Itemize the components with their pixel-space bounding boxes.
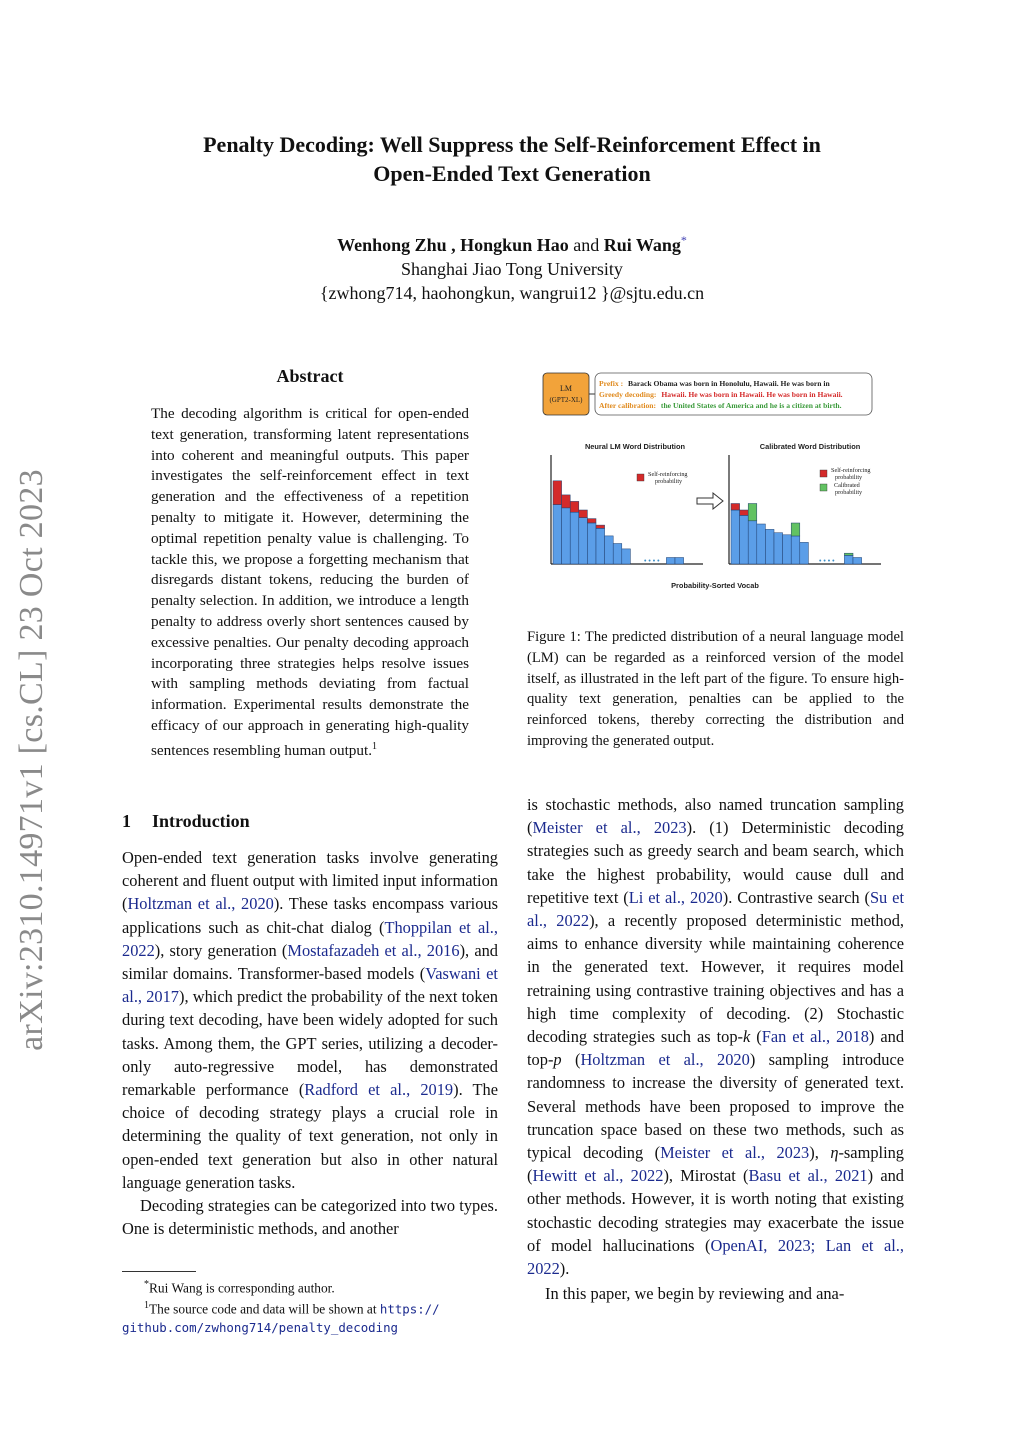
right-blue-bar-7	[791, 536, 800, 564]
citation-link[interactable]: Fan et al., 2018	[761, 1027, 869, 1047]
text-run: ). Contrastive search (	[722, 887, 870, 907]
abstract-heading: Abstract	[276, 366, 344, 386]
left-red-bar-1	[562, 495, 571, 508]
right-blue-bar-5	[774, 533, 783, 564]
author-2: Hongkun Hao	[460, 235, 569, 255]
citation-link[interactable]: OpenAI, 2023; Lan et al., 2022	[527, 1235, 904, 1279]
abstract-footnote-mark: 1	[372, 740, 378, 752]
legend-red-swatch-left	[637, 474, 644, 481]
section-heading-introduction	[122, 811, 250, 832]
author-1: Wenhong Zhu	[337, 235, 447, 255]
text-run: ), Mirostat (	[663, 1166, 749, 1186]
emails: {zwhong714, haohongkun, wangrui12 }@sjtu.edu.cn	[319, 283, 705, 303]
right-blue-bar-3	[757, 524, 766, 564]
lm-box	[543, 373, 589, 415]
left-blue-bar-6	[605, 536, 614, 564]
footnote-rule	[122, 1271, 196, 1272]
right-blue-bar-10	[853, 558, 862, 565]
text-run: In this paper, we begin by reviewing and ana-	[545, 1284, 845, 1304]
author-3: Rui Wang	[603, 235, 681, 255]
text-run: ).	[559, 1259, 570, 1279]
left-column-body	[122, 846, 498, 1240]
left-red-bar-0	[553, 481, 562, 505]
intro-paragraph-2	[122, 1194, 498, 1240]
text-run: ). These tasks encompass various applications such as chit-chat dialog (	[122, 894, 498, 937]
footnotes	[122, 1276, 498, 1337]
left-blue-bar-2	[570, 512, 579, 564]
left-blue-bar-0	[553, 505, 562, 564]
legend-red-label-right-2: probability	[835, 474, 863, 481]
right-red-bar-0	[731, 504, 740, 511]
math-variable: η	[830, 1143, 839, 1163]
transform-arrow-icon	[697, 493, 723, 509]
lm-label-1: LM	[560, 384, 572, 393]
right-blue-bar-6	[783, 535, 792, 564]
footnote-one-mark: 1	[144, 1300, 149, 1312]
figure-1-svg	[527, 360, 904, 600]
corresponding-mark: *	[680, 233, 687, 247]
legend-green-swatch	[820, 484, 827, 491]
citation-link[interactable]: Thoppilan et al., 2022	[122, 917, 498, 960]
right-blue-bar-2	[748, 521, 757, 564]
left-ellipsis-dots: • • • •	[644, 558, 660, 565]
author-line	[0, 228, 1024, 257]
section-title: Introduction	[152, 811, 250, 831]
section-number: 1	[122, 811, 131, 831]
title-line-1: Penalty Decoding: Well Suppress the Self-Reinforcement Effect in	[203, 132, 821, 157]
greedy-label: Greedy decoding:	[599, 390, 657, 399]
left-blue-bar-8	[622, 549, 631, 564]
footnote-one-text: The source code and data will be shown at	[149, 1301, 380, 1317]
title-line-2: Open-Ended Text Generation	[373, 161, 651, 186]
legend-red-label-left-2: probability	[655, 478, 683, 485]
right-column-body	[527, 793, 904, 1305]
author-block	[0, 228, 1024, 305]
text-run: ), a recently proposed deterministic method, aims to enhance diversity while maintaining coherence in the generated text. However, it requires model retraining using contrastive training objectives and has a high time complexity of decoding. (2) Stochastic decoding strategies such as top-	[527, 911, 905, 1047]
right-green-bar-9	[844, 553, 853, 555]
left-blue-bar-1	[562, 508, 571, 564]
right-green-bar-7	[791, 523, 800, 536]
text-run: ), story generation (	[154, 940, 288, 960]
left-red-bar-4	[587, 519, 596, 523]
affiliation: Shanghai Jiao Tong University	[401, 259, 623, 279]
citation-link[interactable]: Vaswani et al., 2017	[122, 964, 498, 1007]
text-run: Open-ended text generation tasks involve generating coherent and fluent output with limited input information (	[122, 848, 498, 914]
lm-label-2: (GPT2-XL)	[549, 396, 583, 404]
left-red-bar-3	[579, 510, 588, 518]
citation-link[interactable]: Su et al., 2022	[527, 887, 904, 931]
left-blue-bar-10	[675, 558, 684, 565]
left-red-bar-2	[570, 501, 579, 512]
arxiv-identifier	[0, 440, 72, 1080]
text-run: ). (1) Deterministic decoding strategies such as greedy search and beam search, which take the highest probability, would cause dull and repetitive text (	[527, 818, 904, 907]
intro-paragraph-4	[527, 1282, 904, 1305]
figure-caption: Figure 1: The predicted distribution of a neural language model (LM) can be regarded as a reinforced version of the model itself, as illustrated in the left part of the figure. To ensure high-quality text generation, penalties can be applied to the reinforced tokens, thereby correcting the distribution and improving the generated output.	[527, 629, 904, 749]
citation-link[interactable]: Meister et al., 2023	[532, 818, 687, 838]
text-run: ) sampling introduce randomness to increase the diversity of generated text. Several methods have been proposed to improve the truncation space based on these two methods, such as typical decoding (	[527, 1050, 904, 1163]
calib-label: After calibration:	[599, 401, 657, 410]
citation-link[interactable]: Holtzman et al., 2020	[580, 1050, 750, 1070]
greedy-text: Hawaii. He was born in Hawaii. He was born in Hawaii.	[661, 390, 843, 399]
footnote-url-part-2[interactable]: github.com/zwhong714/penalty_decoding	[122, 1319, 399, 1335]
figure-x-label: Probability-Sorted Vocab	[671, 581, 759, 590]
legend-red-label-right-1: Self-reinforcing	[831, 467, 871, 474]
intro-paragraph-3	[527, 793, 904, 1280]
left-chart-title: Neural LM Word Distribution	[584, 442, 686, 451]
text-run: ),	[809, 1143, 831, 1163]
abstract-body	[151, 404, 469, 762]
left-blue-bar-9	[666, 558, 675, 565]
prefix-line	[599, 379, 830, 388]
text-run: ) and other methods. However, it is worth noting that existing stochastic decoding strategies may exacerbate the issue of model hallucinations (	[527, 1166, 904, 1255]
citation-link[interactable]: Basu et al., 2021	[748, 1166, 868, 1186]
text-run: ), which predict the probability of the next token during text decoding, have been widely adopted for such tasks. Among them, the GPT series, utilizing a decoder-only auto-regressive model, has demonstrated remarkable performance (	[122, 987, 498, 1100]
footnote-star-text: Rui Wang is corresponding author.	[149, 1280, 335, 1296]
citation-link[interactable]: Holtzman et al., 2020	[127, 894, 274, 914]
left-blue-bar-4	[587, 523, 596, 564]
text-run: ), and similar domains. Transformer-based models (	[122, 940, 498, 984]
text-run: is stochastic methods, also named truncation sampling (	[527, 795, 904, 838]
right-bars	[731, 504, 862, 565]
text-run: (	[750, 1027, 762, 1047]
right-green-bar-2	[748, 504, 757, 521]
text-run: ) and top-	[527, 1027, 905, 1070]
text-run: (	[561, 1050, 581, 1070]
citation-link[interactable]: Mostafazadeh et al., 2016	[287, 940, 460, 960]
calib-line	[599, 401, 842, 410]
legend-green-label-1: Calibrated	[834, 482, 860, 489]
citation-link[interactable]: Radford et al., 2019	[304, 1080, 454, 1100]
citation-link[interactable]: Hewitt et al., 2022	[532, 1166, 664, 1186]
footnote-one	[122, 1297, 498, 1318]
right-blue-bar-1	[740, 515, 749, 564]
calib-text: the United States of America and he is a citizen at birth.	[660, 401, 842, 410]
prefix-text: Barack Obama was born in Honolulu, Hawaii. He was born in	[628, 379, 830, 388]
left-bars	[553, 481, 684, 564]
text-run: Decoding strategies can be categorized into two types. One is deterministic methods, and another	[122, 1196, 498, 1239]
right-ellipsis-dots: • • • •	[819, 558, 835, 565]
right-red-bar-1	[740, 510, 749, 515]
left-blue-bar-7	[613, 544, 622, 565]
author-separator: ,	[446, 235, 461, 255]
legend-red-swatch-right	[820, 470, 827, 477]
left-red-bar-5	[596, 525, 605, 528]
footnote-one-url-line	[122, 1319, 498, 1337]
abstract-text: The decoding algorithm is critical for open-ended text generation, transforming latent representations into coherent and meaningful outputs. This paper investigates the self-reinforcement effect in text generation and the effectiveness of a repetition penalty to mitigate it. However, determining the optimal repetition penalty value is challenging. To tackle this, we propose a forgetting mechanism that disregards distant tokens, reducing the burden of penalty selection. In addition, we introduce a length penalty to address overly short sentences caused by excessive penalties. Our penalty decoding approach incorporating three strategies helps resolve issues with sampling methods deviating from factual information. Experimental results demonstrate the efficacy of our approach in generating high-quality sentences resembling human output.	[151, 405, 469, 759]
right-blue-bar-4	[765, 529, 774, 564]
left-blue-bar-3	[579, 518, 588, 564]
greedy-line	[599, 390, 843, 399]
figure-1	[527, 360, 904, 600]
footnote-url-part-1[interactable]: https://	[379, 1301, 440, 1317]
math-variable: p	[553, 1050, 562, 1070]
paper-title	[0, 130, 1024, 188]
right-blue-bar-8	[800, 542, 809, 564]
footnote-star	[122, 1276, 498, 1297]
citation-link[interactable]: Meister et al., 2023	[660, 1143, 810, 1163]
right-blue-bar-9	[844, 555, 853, 564]
arxiv-id-text: arXiv:2310.14971v1 [cs.CL] 23 Oct 2023	[13, 469, 50, 1051]
legend-red-label-left-1: Self-reinforcing	[648, 471, 688, 478]
footnote-star-mark: *	[144, 1279, 149, 1290]
right-blue-bar-0	[731, 510, 740, 564]
text-run: -sampling (	[527, 1143, 905, 1186]
citation-link[interactable]: Li et al., 2020	[628, 887, 723, 907]
prefix-label: Prefix :	[599, 379, 624, 388]
math-variable: k	[743, 1027, 751, 1047]
right-chart-title: Calibrated Word Distribution	[759, 442, 861, 451]
intro-paragraph-1	[122, 846, 498, 1194]
left-blue-bar-5	[596, 528, 605, 564]
legend-green-label-2: probability	[835, 489, 863, 496]
author-and: and	[568, 235, 604, 255]
text-run: ). The choice of decoding strategy plays a crucial role in determining the quality of text generation, not only in open-ended text generation but also in other natural language generation tasks.	[122, 1080, 499, 1192]
